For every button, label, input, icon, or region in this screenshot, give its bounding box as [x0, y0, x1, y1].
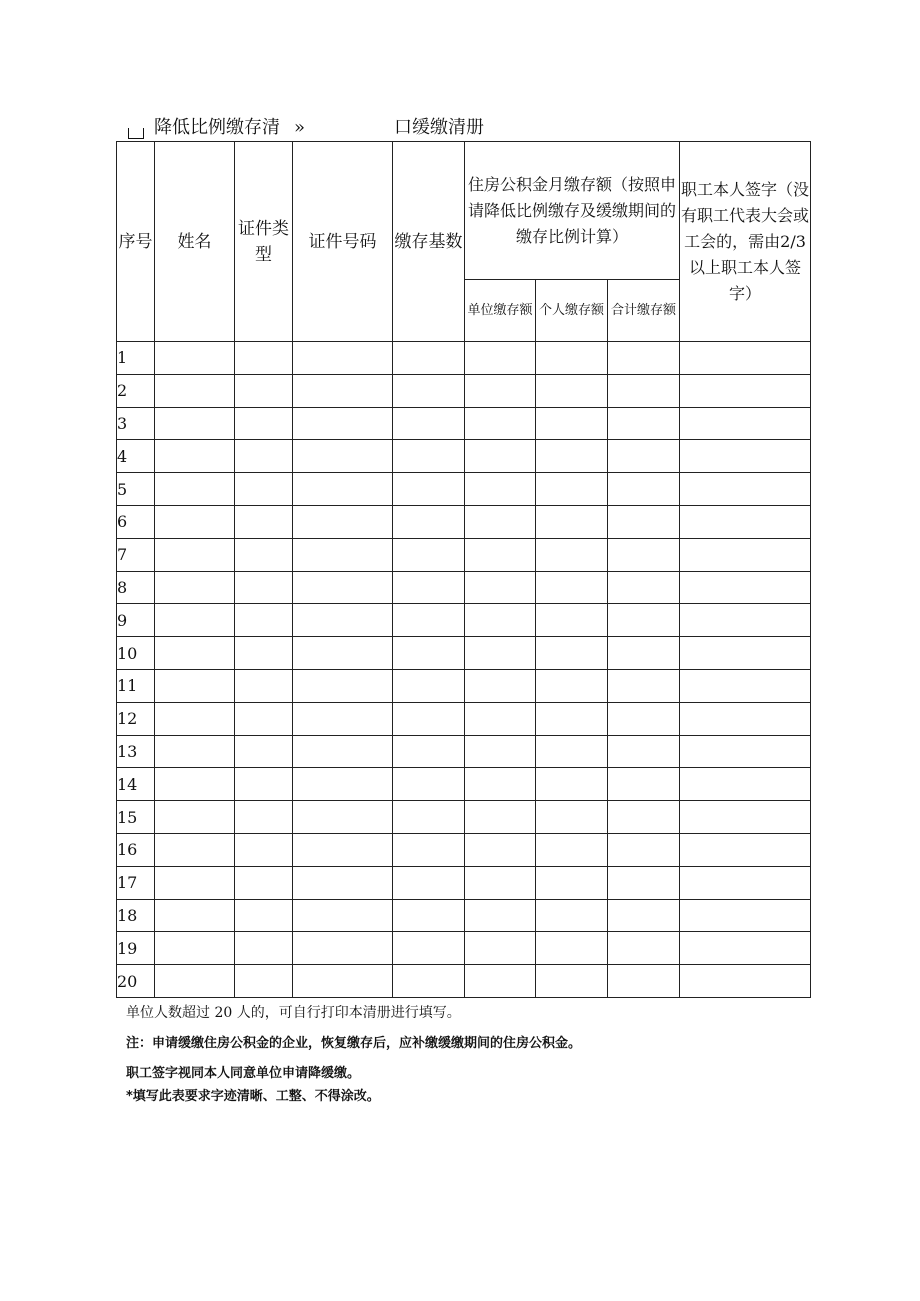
cell-id-number[interactable] — [293, 932, 393, 965]
cell-personal-amount[interactable] — [536, 899, 608, 932]
row-index: 1 — [117, 342, 155, 375]
cell-total-amount[interactable] — [608, 604, 680, 637]
cell-signature[interactable] — [680, 505, 811, 538]
header-monthly-amount: 住房公积金月缴存额（按照申请降低比例缴存及缓缴期间的缴存比例计算） — [465, 142, 680, 280]
checkbox-reduce-ratio[interactable] — [128, 128, 144, 139]
cell-total-amount[interactable] — [608, 833, 680, 866]
table-row — [117, 702, 811, 735]
note-back-payment: 注：申请缓缴住房公积金的企业，恢复缴存后，应补缴缓缴期间的住房公积金。 — [126, 1036, 582, 1051]
cell-id-number[interactable] — [293, 702, 393, 735]
cell-base[interactable] — [393, 473, 465, 506]
row-index: 2 — [117, 374, 155, 407]
cell-id-type[interactable] — [235, 669, 293, 702]
cell-id-number[interactable] — [293, 407, 393, 440]
cell-total-amount[interactable] — [608, 440, 680, 473]
header-seq: 序号 — [117, 142, 155, 342]
cell-id-type[interactable] — [235, 866, 293, 899]
cell-signature[interactable] — [680, 637, 811, 670]
cell-base[interactable] — [393, 932, 465, 965]
cell-signature[interactable] — [680, 801, 811, 834]
row-index: 9 — [117, 604, 155, 637]
cell-unit-amount[interactable] — [465, 473, 536, 506]
cell-signature[interactable] — [680, 538, 811, 571]
row-index: 11 — [117, 669, 155, 702]
cell-personal-amount[interactable] — [536, 571, 608, 604]
cell-signature[interactable] — [680, 866, 811, 899]
cell-signature[interactable] — [680, 440, 811, 473]
cell-id-number[interactable] — [293, 899, 393, 932]
cell-personal-amount[interactable] — [536, 965, 608, 998]
cell-id-type[interactable] — [235, 473, 293, 506]
row-index: 8 — [117, 571, 155, 604]
row-index: 19 — [117, 932, 155, 965]
header-base: 缴存基数 — [393, 142, 465, 342]
cell-personal-amount[interactable] — [536, 669, 608, 702]
cell-base[interactable] — [393, 768, 465, 801]
cell-id-type[interactable] — [235, 965, 293, 998]
header-id-type: 证件类型 — [235, 142, 293, 342]
cell-personal-amount[interactable] — [536, 768, 608, 801]
cell-unit-amount[interactable] — [465, 440, 536, 473]
cell-base[interactable] — [393, 899, 465, 932]
cell-id-number[interactable] — [293, 571, 393, 604]
cell-total-amount[interactable] — [608, 702, 680, 735]
cell-personal-amount[interactable] — [536, 833, 608, 866]
cell-base[interactable] — [393, 538, 465, 571]
table-row — [117, 965, 811, 998]
cell-base[interactable] — [393, 669, 465, 702]
option-defer-payment-label: 口缓缴清册 — [394, 117, 484, 138]
cell-unit-amount[interactable] — [465, 965, 536, 998]
cell-total-amount[interactable] — [608, 932, 680, 965]
cell-id-type[interactable] — [235, 833, 293, 866]
cell-signature[interactable] — [680, 604, 811, 637]
cell-base[interactable] — [393, 440, 465, 473]
table-row — [117, 440, 811, 473]
cell-signature[interactable] — [680, 571, 811, 604]
cell-total-amount[interactable] — [608, 407, 680, 440]
row-index: 6 — [117, 505, 155, 538]
cell-name[interactable] — [155, 735, 235, 768]
cell-total-amount[interactable] — [608, 768, 680, 801]
cell-base[interactable] — [393, 735, 465, 768]
table-row — [117, 505, 811, 538]
table-row — [117, 801, 811, 834]
row-index: 7 — [117, 538, 155, 571]
header-unit-amount: 单位缴存额 — [465, 280, 536, 342]
table-row — [117, 538, 811, 571]
cell-name[interactable] — [155, 669, 235, 702]
cell-total-amount[interactable] — [608, 637, 680, 670]
cell-personal-amount[interactable] — [536, 932, 608, 965]
cell-unit-amount[interactable] — [465, 538, 536, 571]
cell-total-amount[interactable] — [608, 571, 680, 604]
cell-name[interactable] — [155, 702, 235, 735]
cell-total-amount[interactable] — [608, 866, 680, 899]
cell-base[interactable] — [393, 505, 465, 538]
cell-signature[interactable] — [680, 965, 811, 998]
cell-signature[interactable] — [680, 702, 811, 735]
option-reduce-ratio-label: 降低比例缴存清 — [154, 117, 280, 138]
cell-base[interactable] — [393, 965, 465, 998]
cell-id-number[interactable] — [293, 604, 393, 637]
cell-id-number[interactable] — [293, 440, 393, 473]
table-row — [117, 669, 811, 702]
cell-id-type[interactable] — [235, 637, 293, 670]
table-row — [117, 604, 811, 637]
cell-personal-amount[interactable] — [536, 604, 608, 637]
cell-name[interactable] — [155, 637, 235, 670]
cell-name[interactable] — [155, 866, 235, 899]
cell-id-type[interactable] — [235, 735, 293, 768]
table-row — [117, 637, 811, 670]
cell-name[interactable] — [155, 407, 235, 440]
cell-id-number[interactable] — [293, 637, 393, 670]
cell-name[interactable] — [155, 538, 235, 571]
cell-personal-amount[interactable] — [536, 374, 608, 407]
row-index: 5 — [117, 473, 155, 506]
cell-name[interactable] — [155, 571, 235, 604]
cell-unit-amount[interactable] — [465, 342, 536, 375]
cell-id-type[interactable] — [235, 374, 293, 407]
cell-unit-amount[interactable] — [465, 505, 536, 538]
cell-id-type[interactable] — [235, 505, 293, 538]
cell-personal-amount[interactable] — [536, 735, 608, 768]
table-row — [117, 899, 811, 932]
cell-id-number[interactable] — [293, 505, 393, 538]
cell-base[interactable] — [393, 604, 465, 637]
cell-personal-amount[interactable] — [536, 505, 608, 538]
row-index: 16 — [117, 833, 155, 866]
contribution-table — [116, 141, 811, 998]
cell-personal-amount[interactable] — [536, 866, 608, 899]
cell-id-number[interactable] — [293, 866, 393, 899]
cell-total-amount[interactable] — [608, 669, 680, 702]
title-separator: » — [294, 117, 306, 138]
cell-id-number[interactable] — [293, 374, 393, 407]
row-index: 15 — [117, 801, 155, 834]
cell-total-amount[interactable] — [608, 505, 680, 538]
cell-name[interactable] — [155, 374, 235, 407]
cell-unit-amount[interactable] — [465, 702, 536, 735]
cell-personal-amount[interactable] — [536, 538, 608, 571]
cell-signature[interactable] — [680, 407, 811, 440]
cell-name[interactable] — [155, 899, 235, 932]
table-row — [117, 342, 811, 375]
cell-name[interactable] — [155, 505, 235, 538]
row-index: 3 — [117, 407, 155, 440]
cell-unit-amount[interactable] — [465, 866, 536, 899]
cell-name[interactable] — [155, 965, 235, 998]
cell-signature[interactable] — [680, 899, 811, 932]
cell-name[interactable] — [155, 932, 235, 965]
cell-personal-amount[interactable] — [536, 473, 608, 506]
cell-unit-amount[interactable] — [465, 932, 536, 965]
cell-total-amount[interactable] — [608, 735, 680, 768]
cell-unit-amount[interactable] — [465, 407, 536, 440]
cell-personal-amount[interactable] — [536, 342, 608, 375]
cell-base[interactable] — [393, 801, 465, 834]
cell-base[interactable] — [393, 637, 465, 670]
cell-total-amount[interactable] — [608, 899, 680, 932]
cell-total-amount[interactable] — [608, 473, 680, 506]
row-index: 4 — [117, 440, 155, 473]
cell-personal-amount[interactable] — [536, 407, 608, 440]
cell-id-type[interactable] — [235, 538, 293, 571]
row-index: 10 — [117, 637, 155, 670]
cell-id-type[interactable] — [235, 440, 293, 473]
note-signature-consent: 职工签字视同本人同意单位申请降缓缴。 — [126, 1066, 361, 1081]
table-row — [117, 407, 811, 440]
cell-name[interactable] — [155, 473, 235, 506]
cell-name[interactable] — [155, 833, 235, 866]
cell-unit-amount[interactable] — [465, 735, 536, 768]
cell-unit-amount[interactable] — [465, 374, 536, 407]
cell-id-type[interactable] — [235, 571, 293, 604]
table-row — [117, 932, 811, 965]
cell-signature[interactable] — [680, 374, 811, 407]
cell-base[interactable] — [393, 342, 465, 375]
cell-id-number[interactable] — [293, 735, 393, 768]
cell-base[interactable] — [393, 866, 465, 899]
cell-unit-amount[interactable] — [465, 768, 536, 801]
cell-base[interactable] — [393, 407, 465, 440]
cell-id-type[interactable] — [235, 342, 293, 375]
cell-id-number[interactable] — [293, 801, 393, 834]
row-index: 17 — [117, 866, 155, 899]
cell-unit-amount[interactable] — [465, 604, 536, 637]
cell-total-amount[interactable] — [608, 801, 680, 834]
row-index: 13 — [117, 735, 155, 768]
cell-id-number[interactable] — [293, 833, 393, 866]
cell-total-amount[interactable] — [608, 538, 680, 571]
cell-unit-amount[interactable] — [465, 669, 536, 702]
cell-id-type[interactable] — [235, 702, 293, 735]
header-signature: 职工本人签字（没有职工代表大会或工会的，需由2/3以上职工本人签字） — [680, 142, 811, 342]
row-index: 14 — [117, 768, 155, 801]
cell-signature[interactable] — [680, 833, 811, 866]
cell-id-number[interactable] — [293, 669, 393, 702]
cell-base[interactable] — [393, 702, 465, 735]
cell-id-type[interactable] — [235, 899, 293, 932]
cell-total-amount[interactable] — [608, 342, 680, 375]
cell-personal-amount[interactable] — [536, 440, 608, 473]
table-row — [117, 473, 811, 506]
cell-id-number[interactable] — [293, 965, 393, 998]
cell-signature[interactable] — [680, 735, 811, 768]
header-name: 姓名 — [155, 142, 235, 342]
cell-name[interactable] — [155, 768, 235, 801]
header-total-amount: 合计缴存额 — [608, 280, 680, 342]
cell-id-type[interactable] — [235, 801, 293, 834]
cell-total-amount[interactable] — [608, 965, 680, 998]
cell-id-number[interactable] — [293, 538, 393, 571]
table-row — [117, 571, 811, 604]
cell-unit-amount[interactable] — [465, 899, 536, 932]
cell-base[interactable] — [393, 571, 465, 604]
row-index: 12 — [117, 702, 155, 735]
cell-id-number[interactable] — [293, 768, 393, 801]
row-index: 18 — [117, 899, 155, 932]
table-row — [117, 735, 811, 768]
row-index: 20 — [117, 965, 155, 998]
header-id-number: 证件号码 — [293, 142, 393, 342]
cell-signature[interactable] — [680, 768, 811, 801]
cell-signature[interactable] — [680, 669, 811, 702]
cell-total-amount[interactable] — [608, 374, 680, 407]
cell-base[interactable] — [393, 833, 465, 866]
table-row — [117, 768, 811, 801]
cell-name[interactable] — [155, 604, 235, 637]
cell-personal-amount[interactable] — [536, 801, 608, 834]
cell-name[interactable] — [155, 440, 235, 473]
cell-unit-amount[interactable] — [465, 833, 536, 866]
cell-base[interactable] — [393, 374, 465, 407]
table-row — [117, 866, 811, 899]
note-legibility: *填写此表要求字迹清晰、工整、不得涂改。 — [126, 1089, 380, 1104]
table-row — [117, 374, 811, 407]
cell-signature[interactable] — [680, 473, 811, 506]
cell-personal-amount[interactable] — [536, 702, 608, 735]
cell-personal-amount[interactable] — [536, 637, 608, 670]
cell-unit-amount[interactable] — [465, 571, 536, 604]
cell-id-type[interactable] — [235, 407, 293, 440]
cell-id-type[interactable] — [235, 604, 293, 637]
cell-signature[interactable] — [680, 932, 811, 965]
cell-id-type[interactable] — [235, 932, 293, 965]
note-overflow: 单位人数超过 20 人的，可自行打印本清册进行填写。 — [126, 1005, 461, 1021]
cell-id-type[interactable] — [235, 768, 293, 801]
cell-id-number[interactable] — [293, 342, 393, 375]
cell-unit-amount[interactable] — [465, 637, 536, 670]
cell-signature[interactable] — [680, 342, 811, 375]
header-row-1 — [117, 142, 811, 280]
form-title-row — [118, 114, 818, 142]
cell-id-number[interactable] — [293, 473, 393, 506]
cell-name[interactable] — [155, 342, 235, 375]
cell-unit-amount[interactable] — [465, 801, 536, 834]
cell-name[interactable] — [155, 801, 235, 834]
header-personal-amount: 个人缴存额 — [536, 280, 608, 342]
table-row — [117, 833, 811, 866]
